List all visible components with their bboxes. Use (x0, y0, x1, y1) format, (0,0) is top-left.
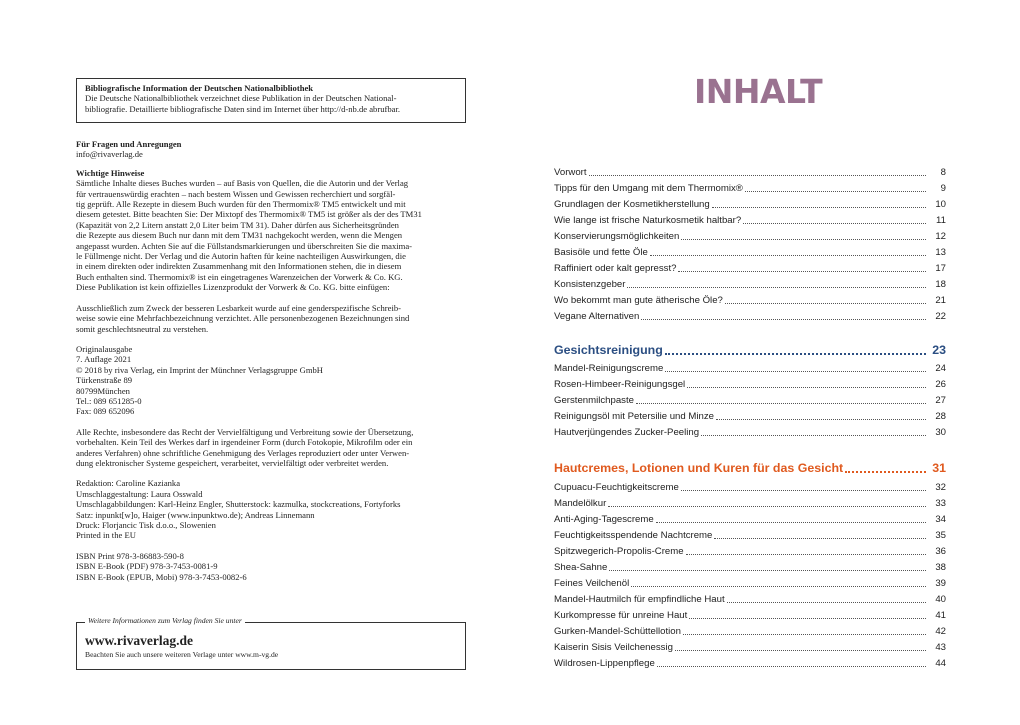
dot-leader (665, 371, 926, 372)
dot-leader (650, 255, 926, 256)
toc-entry-kaiserin-sisis-veilchenessig[interactable] (554, 640, 946, 654)
important-notes-text: Sämtliche Inhalte dieses Buches wurden – auf Basis von Quellen, die die Autorin und der Verlag für vertrauenswürdig erachten – nach bestem Wissen und Gewissen recherchiert und sorgfäl- tig geprüft. Alle Rezepte in diesem Buch wurden für den Thermomix® TM5 entwickelt und mit diesem getestet. Bitte beachten Sie: Der Mixtopf des Thermomix® TM5 ist größer als der des TM31 (Kapazität von 2,2 Litern anstatt 2,0 Liter beim TM 31). Daher dürfen aus Sicherheitsgründen die Rezepte aus diesem Buch nur dann mit dem TM31 nachgekocht werden, wenn die Mengen angepasst wurden. Achten Sie auf die Füllstandsmarkierungen und überschreiten Sie die maxima- le Füllmenge nicht. Der Verlag und die Autorin haften für keine nachteiligen Auswirkungen, die in einem direkten oder indirekten Zusammenhang mit den Informationen stehen, die in diesem Buch enthalten sind. Thermomix® ist ein eingetragenes Warenzeichen der Vorwerk & Co. KG. Diese Publikation ist kein offizielles Lizenzprodukt der Vorwerk & Co. KG. bitte einfügen: (76, 178, 422, 293)
toc-entry-page-number: 27 (935, 395, 946, 406)
dot-leader (716, 419, 926, 420)
dot-leader (687, 387, 926, 388)
toc-entry-page-number: 44 (935, 658, 946, 669)
questions-title: Für Fragen und Anregungen (76, 139, 182, 149)
toc-entry-page-number: 38 (935, 562, 946, 573)
toc-entry-hautverjuengendes-zucker-peeling[interactable] (554, 425, 946, 439)
toc-entry-label: Vegane Alternativen (554, 311, 640, 322)
toc-entry-label: Hautverjüngendes Zucker-Peeling (554, 427, 700, 438)
toc-entry-page-number: 43 (935, 642, 946, 653)
toc-entry-label: Feines Veilchenöl (554, 578, 630, 589)
toc-entry-tipps-fuer-den-umgang-mit-dem-thermomix[interactable] (554, 181, 946, 195)
toc-entry-konsistenzgeber[interactable] (554, 277, 946, 291)
toc-section-gesichtsreinigung[interactable] (554, 340, 946, 358)
bibliographic-info-title: Bibliografische Information der Deutschen Nationalbibliothek (85, 83, 314, 93)
dot-leader (681, 490, 926, 491)
publisher-website-link[interactable]: www.rivaverlag.de (85, 633, 193, 648)
dot-leader (675, 650, 926, 651)
publisher-website-box (76, 616, 466, 670)
important-notes-title: Wichtige Hinweise (76, 167, 145, 178)
toc-section-label: Hautcremes, Lotionen und Kuren für das Gesicht (554, 461, 844, 475)
dot-leader (631, 586, 926, 587)
toc-entry-label: Mandelölkur (554, 498, 607, 509)
toc-entry-page-number: 39 (935, 578, 946, 589)
toc-entry-label: Gerstenmilchpaste (554, 395, 634, 406)
dot-leader (683, 634, 926, 635)
toc-entry-page-number: 33 (935, 498, 946, 509)
toc-entry-gerstenmilchpaste[interactable] (554, 393, 946, 407)
dot-leader (656, 522, 926, 523)
toc-entry-cupuacu-feuchtigkeitscreme[interactable] (554, 480, 946, 494)
toc-entry-label: Vorwort (554, 167, 587, 178)
toc-entry-mandel-hautmilch-fuer-empfindliche-haut[interactable] (554, 592, 946, 606)
dot-leader (725, 303, 926, 304)
bibliographic-info-box (76, 78, 466, 123)
rights-notice: Alle Rechte, insbesondere das Recht der Vervielfältigung und Verbreitung sowie der Übersetzung, vorbehalten. Kein Teil des Werkes darf in irgendeiner Form (durch Fotokopie, Mikrofilm oder ein anderes Verfahren) ohne schriftliche Genehmigung des Verlages reproduziert oder unter Verwen- dung elektronischer Systeme gespeichert, verarbeitet, vervielfältigt oder verbreitet werden. (76, 426, 414, 468)
dot-leader (636, 403, 926, 404)
toc-entry-page-number: 18 (935, 279, 946, 290)
toc-entry-page-number: 11 (936, 215, 946, 226)
dot-leader (701, 435, 926, 436)
contact-email: info@rivaverlag.de (76, 149, 143, 160)
toc-entry-label: Kaiserin Sisis Veilchenessig (554, 642, 673, 653)
toc-entry-label: Wo bekommt man gute ätherische Öle? (554, 295, 723, 306)
toc-entry-label: Wildrosen-Lippenpflege (554, 658, 655, 669)
toc-section-label: Gesichtsreinigung (554, 343, 663, 357)
toc-entry-reinigungsoel-mit-petersilie-und-minze[interactable] (554, 409, 946, 423)
toc-entry-label: Reinigungsöl mit Petersilie und Minze (554, 411, 714, 422)
toc-entry-kurkompresse-fuer-unreine-haut[interactable] (554, 608, 946, 622)
toc-entry-page-number: 36 (935, 546, 946, 557)
dot-leader (712, 207, 926, 208)
toc-entry-vegane-alternativen[interactable] (554, 309, 946, 323)
toc-entry-feuchtigkeitsspendende-nachtcreme[interactable] (554, 528, 946, 542)
toc-entry-label: Rosen-Himbeer-Reinigungsgel (554, 379, 686, 390)
dot-leader (657, 666, 926, 667)
toc-entry-page-number: 28 (935, 411, 946, 422)
toc-entry-page-number: 12 (935, 231, 946, 242)
dot-leader (608, 506, 926, 507)
toc-entry-label: Basisöle und fette Öle (554, 247, 648, 258)
dot-leader (845, 471, 926, 473)
questions-section (76, 139, 466, 160)
bibliographic-info-text: Die Deutsche Nationalbibliothek verzeichnet diese Publikation in der Deutschen National- bibliografie. Detaillierte bibliografische Daten sind im Internet über http://d-nb.de abrufbar. (85, 93, 401, 114)
dot-leader (665, 353, 926, 355)
website-caption: Weitere Informationen zum Verlag finden Sie unter (85, 616, 245, 626)
toc-entry-label: Cupuacu-Feuchtigkeitscreme (554, 482, 679, 493)
toc-entry-page-number: 35 (935, 530, 946, 541)
dot-leader (627, 287, 926, 288)
credits: Redaktion: Caroline Kazianka Umschlaggestaltung: Laura Osswald Umschlagabbildungen: Karl-Heinz Engler, Shutterstock: kazmulka, stockcreations, Fortyforks Satz: inpunkt[w]o, Haiger (www.inpunktwo.de); Andreas Linnemann Druck: Florjancic Tisk d.o.o., Slowenien Printed in the EU (76, 478, 401, 541)
dot-leader (686, 554, 926, 555)
toc-entry-label: Shea-Sahne (554, 562, 608, 573)
toc-entry-label: Raffiniert oder kalt gepresst? (554, 263, 677, 274)
toc-entry-label: Spitzwegerich-Propolis-Creme (554, 546, 684, 557)
toc-entry-gurken-mandel-schuettellotion[interactable] (554, 624, 946, 638)
toc-entry-page-number: 9 (940, 183, 946, 194)
important-notes-section (76, 168, 466, 293)
toc-entry-wildrosen-lippenpflege[interactable] (554, 656, 946, 670)
toc-entry-page-number: 32 (935, 482, 946, 493)
other-publishers-note: Beachten Sie auch unsere weiteren Verlage unter www.m-vg.de (85, 650, 279, 659)
toc-entry-page-number: 24 (935, 363, 946, 374)
dot-leader (641, 319, 926, 320)
toc-entry-page-number: 41 (935, 610, 946, 621)
toc-entry-feines-veilchenoel[interactable] (554, 576, 946, 590)
toc-entry-mandeloelkur[interactable] (554, 496, 946, 510)
dot-leader (678, 271, 926, 272)
dot-leader (681, 239, 926, 240)
toc-entry-page-number: 21 (935, 295, 946, 306)
toc-entry-page-number: 13 (935, 247, 946, 258)
toc-section-hautcremes-lotionen-und-kuren-fuer-das-gesicht[interactable] (554, 458, 946, 476)
toc-entry-vorwort[interactable] (554, 165, 946, 179)
dot-leader (714, 538, 926, 539)
toc-entry-basisoele-und-fette-oele[interactable] (554, 245, 946, 259)
toc-entry-page-number: 26 (935, 379, 946, 390)
toc-entry-label: Konsistenzgeber (554, 279, 626, 290)
toc-entry-page-number: 17 (935, 263, 946, 274)
toc-entry-spitzwegerich-propolis-creme[interactable] (554, 544, 946, 558)
dot-leader (743, 223, 926, 224)
toc-entry-label: Kurkompresse für unreine Haut (554, 610, 688, 621)
toc-entry-label: Mandel-Hautmilch für empfindliche Haut (554, 594, 725, 605)
toc-entry-anti-aging-tagescreme[interactable] (554, 512, 946, 526)
toc-entry-page-number: 30 (935, 427, 946, 438)
toc-entry-label: Anti-Aging-Tagescreme (554, 514, 654, 525)
toc-entry-label: Wie lange ist frische Naturkosmetik haltbar? (554, 215, 742, 226)
dot-leader (727, 602, 926, 603)
toc-entry-wo-bekommt-man-gute-aetherische-oele[interactable] (554, 293, 946, 307)
toc-entry-wie-lange-ist-frische-naturkosmetik-haltbar[interactable] (554, 213, 946, 227)
toc-entry-page-number: 34 (935, 514, 946, 525)
toc-section-page-number: 23 (932, 343, 946, 357)
dot-leader (745, 191, 926, 192)
edition-info: Originalausgabe 7. Auflage 2021 © 2018 by riva Verlag, ein Imprint der Münchner Verlagsgruppe GmbH Türkenstraße 89 80799München Tel.: 089 651285-0 Fax: 089 652096 (76, 343, 324, 417)
toc-entry-page-number: 40 (935, 594, 946, 605)
dot-leader (609, 570, 926, 571)
toc-entry-label: Mandel-Reinigungscreme (554, 363, 664, 374)
toc-title: INHALT (694, 72, 823, 111)
toc-entry-page-number: 8 (940, 167, 946, 178)
toc-entry-page-number: 10 (935, 199, 946, 210)
dot-leader (589, 175, 926, 176)
toc-entry-label: Grundlagen der Kosmetikherstellung (554, 199, 710, 210)
toc-entry-grundlagen-der-kosmetikherstellung[interactable] (554, 197, 946, 211)
gender-note: Ausschließlich zum Zweck der besseren Lesbarkeit wurde auf eine genderspezifische Schreib- weise sowie eine Mehrfachbezeichnung verzichtet. Alle personenbezogenen Bezeichnungen sind somit geschlechtsneutral zu verstehen. (76, 302, 410, 334)
toc-entry-label: Konservierungsmöglichkeiten (554, 231, 680, 242)
toc-entry-page-number: 42 (935, 626, 946, 637)
toc-entry-mandel-reinigungscreme[interactable] (554, 361, 946, 375)
toc-entry-page-number: 22 (935, 311, 946, 322)
imprint-page (76, 78, 466, 659)
toc-entry-rosen-himbeer-reinigungsgel[interactable] (554, 377, 946, 391)
toc-entry-label: Gurken-Mandel-Schüttellotion (554, 626, 681, 637)
dot-leader (689, 618, 926, 619)
toc-entry-label: Feuchtigkeitsspendende Nachtcreme (554, 530, 713, 541)
toc-entry-label: Tipps für den Umgang mit dem Thermomix® (554, 183, 743, 194)
toc-section-page-number: 31 (932, 461, 946, 475)
isbn-list: ISBN Print 978-3-86883-590-8 ISBN E-Book (PDF) 978-3-7453-0081-9 ISBN E-Book (EPUB, Mobi) 978-3-7453-0082-6 (76, 550, 247, 582)
toc-entry-shea-sahne[interactable] (554, 560, 946, 574)
toc-entry-raffiniert-oder-kalt-gepresst[interactable] (554, 261, 946, 275)
toc-entry-konservierungsmoeglichkeiten[interactable] (554, 229, 946, 243)
